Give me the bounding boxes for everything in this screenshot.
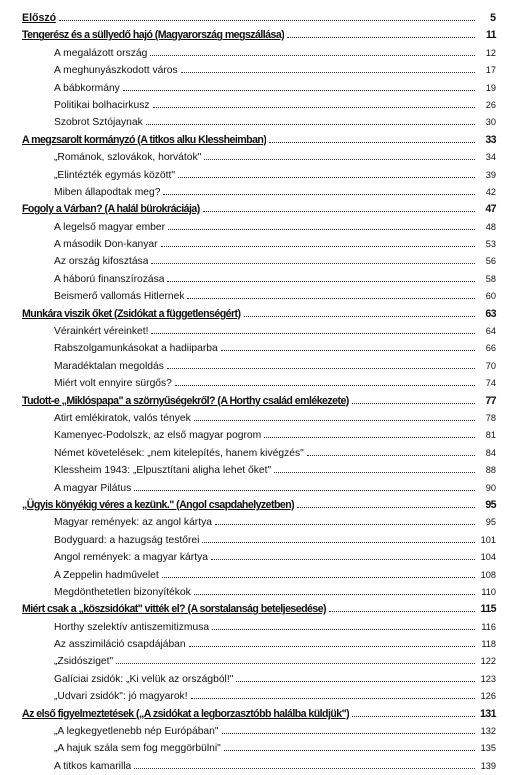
- toc-chapter: [22, 305, 496, 322]
- page-number: 33: [485, 133, 496, 146]
- dot-leader: [224, 739, 475, 751]
- toc-subentry: [22, 357, 496, 374]
- dot-leader: [153, 96, 475, 108]
- subentry-title: Rabszolgamunkásokat a hadiiparba: [54, 343, 218, 355]
- subentry-title: Klessheim 1943: „Elpusztítani aligha lehet őket": [54, 465, 272, 477]
- subentry-title: Magyar remények: az angol kártya: [54, 517, 212, 529]
- page-number: 5: [490, 12, 496, 24]
- page-number: 95: [485, 517, 496, 528]
- toc-subentry: [22, 548, 496, 565]
- toc-subentry: [22, 687, 496, 704]
- dot-leader: [187, 287, 475, 299]
- dot-leader: [161, 235, 475, 247]
- dot-leader: [212, 618, 475, 630]
- toc-subentry: [22, 583, 496, 600]
- subentry-title: Az asszimiláció csapdájában: [54, 639, 186, 651]
- dot-leader: [167, 270, 475, 282]
- subentry-title: A legelső magyar ember: [54, 221, 166, 233]
- chapter-title: Miért csak a „köszsidókat" vitték el? (A sorstalanság beteljesedése): [22, 603, 327, 616]
- dot-leader: [116, 652, 475, 664]
- subentry-title: A titkos kamarilla: [54, 760, 132, 772]
- entry-title: Előszó: [22, 12, 57, 24]
- toc-chapter: [22, 26, 496, 43]
- page-number: 34: [485, 152, 496, 163]
- subentry-title: Vérainkért véreinket!: [54, 326, 149, 338]
- chapter-title: Az első figyelmeztetések („A zsidókat a legborzasztóbb halálba küldjük"): [22, 707, 350, 720]
- page-number: 115: [480, 603, 496, 616]
- page-number: 131: [479, 707, 496, 720]
- toc-subentry: [22, 61, 496, 78]
- dot-leader: [178, 166, 475, 178]
- dot-leader: [221, 339, 475, 351]
- page-number: 101: [480, 534, 496, 545]
- toc-subentry: [22, 96, 496, 113]
- toc-subentry: [22, 79, 496, 96]
- toc-subentry: [22, 218, 496, 235]
- chapter-title: Munkára viszik őket (Zsidókat a függetlenségért): [22, 307, 241, 320]
- dot-leader: [297, 496, 475, 508]
- subentry-title: Atirt emlékiratok, valós tények: [54, 412, 191, 424]
- subentry-title: Szobrot Sztójaynak: [54, 117, 143, 129]
- page-number: 53: [485, 239, 496, 250]
- subentry-title: Miért volt ennyire sürgős?: [54, 378, 172, 390]
- toc-subentry: [22, 148, 496, 165]
- page-number: 104: [480, 552, 496, 563]
- toc-subentry: [22, 235, 496, 252]
- page-number: 74: [485, 378, 496, 389]
- toc-chapter: [22, 600, 496, 617]
- toc-subentry: [22, 531, 496, 548]
- page-number: 47: [485, 203, 496, 216]
- subentry-title: „Udvari zsidók": jó magyarok!: [54, 691, 188, 703]
- dot-leader: [203, 200, 475, 212]
- page-number: 90: [485, 482, 496, 493]
- subentry-title: Német követelések: „nem kitelepítés, hanem kivégzés": [54, 447, 304, 459]
- subentry-title: A bábkormány: [54, 82, 120, 94]
- subentry-title: Galíciai zsidók: „Ki velük az országból!": [54, 673, 234, 685]
- toc-chapter: [22, 705, 496, 722]
- dot-leader: [215, 513, 475, 525]
- dot-leader: [194, 583, 475, 595]
- page-number: 60: [485, 291, 496, 302]
- toc-subentry: [22, 409, 496, 426]
- toc-subentry: [22, 670, 496, 687]
- toc-chapter: [22, 496, 496, 513]
- subentry-title: Beismerő vallomás Hitlernek: [54, 291, 185, 303]
- toc-chapter: [22, 392, 496, 409]
- dot-leader: [167, 357, 475, 369]
- subentry-title: Miben állapodtak meg?: [54, 186, 161, 198]
- page-number: 70: [485, 360, 496, 371]
- toc-subentry: [22, 722, 496, 739]
- dot-leader: [274, 461, 475, 473]
- page-number: 78: [485, 412, 496, 423]
- subentry-title: A Zeppelin hadművelet: [54, 569, 159, 581]
- toc-subentry: [22, 113, 496, 130]
- page-number: 19: [485, 82, 496, 93]
- dot-leader: [222, 722, 475, 734]
- toc-subentry: [22, 374, 496, 391]
- dot-leader: [162, 566, 475, 578]
- dot-leader: [134, 757, 475, 769]
- toc-subentry: [22, 339, 496, 356]
- toc-subentry: [22, 322, 496, 339]
- dot-leader: [146, 113, 475, 125]
- page-number: 58: [485, 273, 496, 284]
- toc-subentry: [22, 757, 496, 774]
- page-number: 135: [480, 743, 496, 754]
- toc-subentry: [22, 444, 496, 461]
- subentry-title: Bodyguard: a hazugság testőrei: [54, 534, 200, 546]
- page-number: 39: [485, 169, 496, 180]
- toc-chapter: [22, 200, 496, 217]
- page-number: 108: [480, 569, 496, 580]
- subentry-title: A magyar Pilátus: [54, 482, 132, 494]
- page-number: 48: [485, 221, 496, 232]
- page-number: 77: [485, 394, 496, 407]
- page-number: 42: [485, 186, 496, 197]
- toc-subentry: [22, 739, 496, 756]
- page-number: 132: [480, 726, 496, 737]
- toc-subentry: [22, 166, 496, 183]
- subentry-title: Az ország kifosztása: [54, 256, 149, 268]
- dot-leader: [202, 531, 475, 543]
- dot-leader: [236, 670, 475, 682]
- page-number: 81: [485, 430, 496, 441]
- toc-chapter: [22, 131, 496, 148]
- subentry-title: Megdönthetetlen bizonyítékok: [54, 586, 191, 598]
- toc-subentry: [22, 252, 496, 269]
- page-number: 11: [485, 29, 496, 42]
- chapter-title: „Ügyis könyékig véres a kezünk." (Angol csapdahelyzetben): [22, 498, 295, 511]
- chapter-title: A megzsarolt kormányzó (A titkos alku Klessheimban): [22, 133, 267, 146]
- subentry-title: A háború finanszírozása: [54, 273, 165, 285]
- dot-leader: [329, 600, 475, 612]
- subentry-title: Maradéktalan megoldás: [54, 360, 164, 372]
- subentry-title: A második Don-kanyar: [54, 239, 158, 251]
- dot-leader: [352, 392, 475, 404]
- dot-leader: [264, 426, 475, 438]
- page-number: 66: [485, 343, 496, 354]
- dot-leader: [123, 79, 475, 91]
- toc-entry-foreword: [22, 9, 496, 26]
- dot-leader: [307, 444, 475, 456]
- subentry-title: Horthy szelektív antiszemitizmusa: [54, 621, 210, 633]
- page-number: 126: [480, 691, 496, 702]
- dot-leader: [168, 218, 475, 230]
- dot-leader: [204, 148, 475, 160]
- subentry-title: Politikai bolhacirkusz: [54, 99, 150, 111]
- dot-leader: [244, 305, 476, 317]
- dot-leader: [134, 479, 475, 491]
- toc-subentry: [22, 652, 496, 669]
- toc-subentry: [22, 479, 496, 496]
- page-number: 118: [481, 639, 496, 650]
- page-number: 88: [485, 465, 496, 476]
- toc-subentry: [22, 287, 496, 304]
- chapter-title: Fogoly a Várban? (A halál bürokráciája): [22, 203, 200, 216]
- page-number: 116: [481, 621, 496, 632]
- page-number: 56: [485, 256, 496, 267]
- dot-leader: [211, 548, 475, 560]
- chapter-title: Tengerész és a süllyedő hajó (Magyarország megszállása): [22, 29, 285, 42]
- toc-subentry: [22, 513, 496, 530]
- page-number: 26: [485, 99, 496, 110]
- toc-subentry: [22, 461, 496, 478]
- subentry-title: A meghunyászkodott város: [54, 65, 178, 77]
- dot-leader: [287, 26, 475, 38]
- dot-leader: [189, 635, 475, 647]
- subentry-title: „Elintézték egymás között": [54, 169, 175, 181]
- dot-leader: [175, 374, 475, 386]
- chapter-title: Tudott-e „Miklóspapa" a szörnyűségekről? (A Horthy család emlékezete): [22, 394, 349, 407]
- dot-leader: [151, 252, 475, 264]
- toc-subentry: [22, 566, 496, 583]
- subentry-title: A megalázott ország: [54, 47, 148, 59]
- dot-leader: [194, 409, 475, 421]
- subentry-title: Kamenyec-Podolszk, az első magyar pogrom: [54, 430, 262, 442]
- dot-leader: [191, 687, 475, 699]
- toc-subentry: [22, 635, 496, 652]
- dot-leader: [269, 131, 475, 143]
- subentry-title: „Románok, szlovákok, horvátok": [54, 152, 202, 164]
- subentry-title: Angol remények: a magyar kártya: [54, 552, 208, 564]
- page-number: 139: [480, 760, 496, 771]
- page-number: 30: [485, 117, 496, 128]
- subentry-title: „Zsidósziget": [54, 656, 114, 668]
- dot-leader: [163, 183, 475, 195]
- toc-subentry: [22, 618, 496, 635]
- page-number: 12: [485, 47, 496, 58]
- dot-leader: [59, 9, 475, 21]
- dot-leader: [151, 322, 475, 334]
- page-number: 123: [480, 673, 496, 684]
- dot-leader: [150, 44, 475, 56]
- page-number: 122: [480, 656, 496, 667]
- dot-leader: [181, 61, 475, 73]
- toc-subentry: [22, 270, 496, 287]
- page-number: 84: [485, 447, 496, 458]
- table-of-contents: [22, 9, 496, 774]
- page-number: 17: [485, 65, 496, 76]
- subentry-title: „A legkegyetlenebb nép Európában": [54, 726, 219, 738]
- toc-subentry: [22, 183, 496, 200]
- toc-subentry: [22, 44, 496, 61]
- toc-subentry: [22, 426, 496, 443]
- page-number: 95: [485, 498, 496, 511]
- page-number: 64: [485, 326, 496, 337]
- subentry-title: „A hajuk szála sem fog meggörbülni": [54, 743, 221, 755]
- page-number: 63: [485, 307, 496, 320]
- page-number: 110: [481, 586, 496, 597]
